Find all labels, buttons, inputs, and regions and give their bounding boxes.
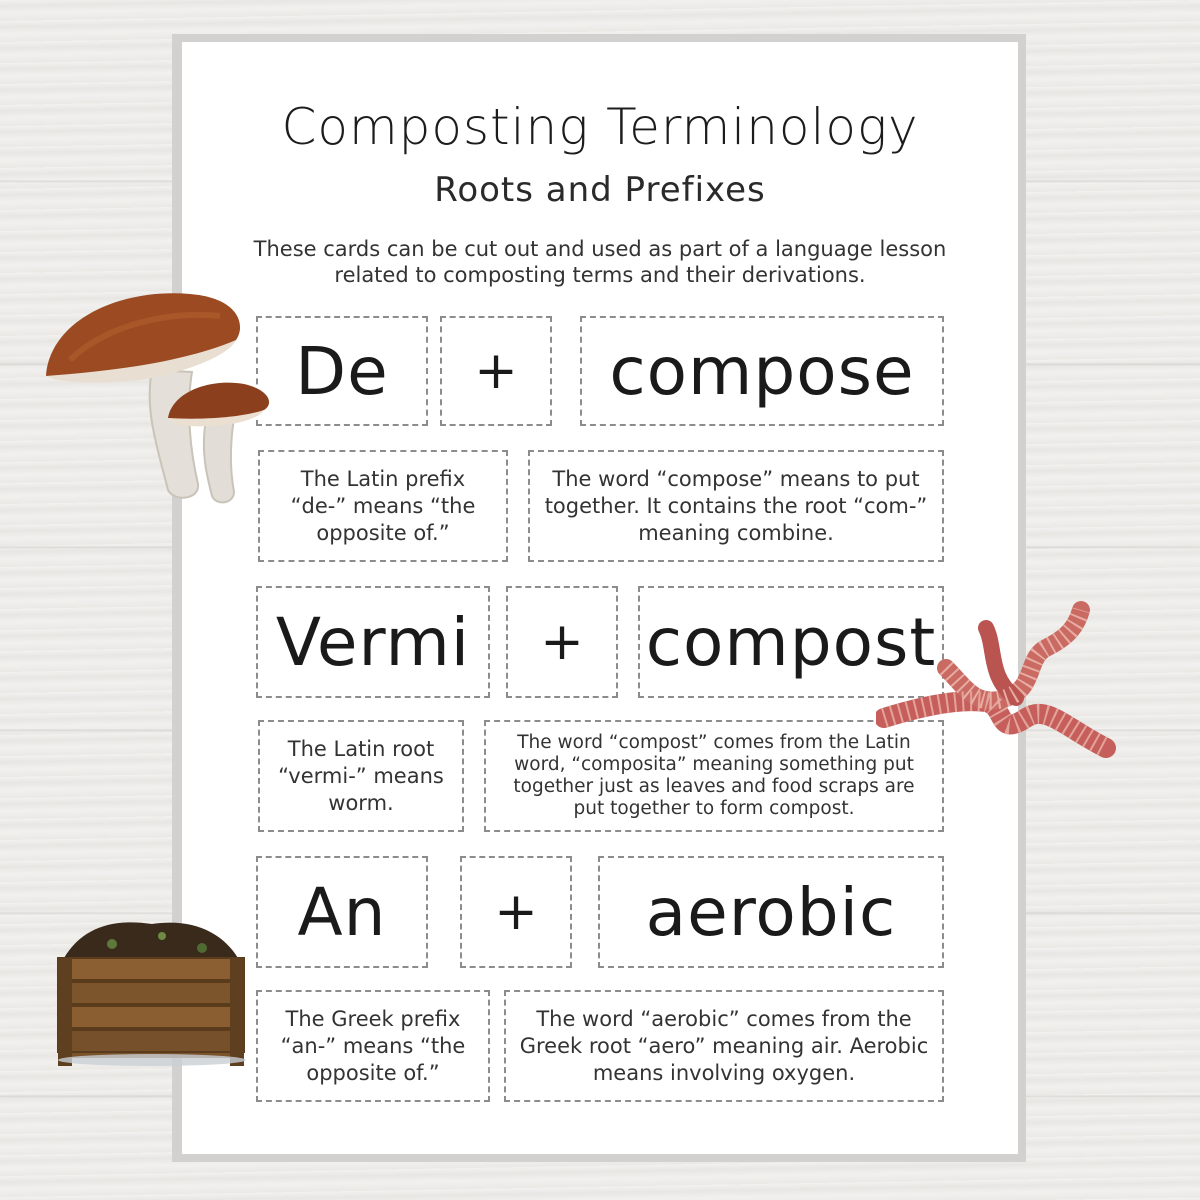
plus-sign: + bbox=[474, 341, 518, 401]
page-subtitle: Roots and Prefixes bbox=[434, 170, 766, 210]
prefix-text: Vermi bbox=[275, 603, 471, 681]
word-desc-card bbox=[528, 450, 944, 562]
prefix-card-an bbox=[256, 856, 428, 968]
word-card-aerobic bbox=[598, 856, 944, 968]
word-card-compose bbox=[580, 316, 944, 426]
earthworm-icon bbox=[876, 598, 1116, 768]
mushroom-icon bbox=[40, 280, 280, 510]
prefix-desc-text: The Latin root “vermi-” means worm. bbox=[278, 736, 444, 815]
prefix-desc-card bbox=[256, 990, 490, 1102]
intro-text: These cards can be cut out and used as part of a language lesson related to composting terms and their derivations. bbox=[253, 237, 947, 287]
prefix-card-de bbox=[256, 316, 428, 426]
prefix-card-vermi bbox=[256, 586, 490, 698]
prefix-desc-text: The Latin prefix “de-” means “the opposite of.” bbox=[290, 466, 476, 545]
word-text: aerobic bbox=[645, 873, 897, 951]
word-desc-text: The word “aerobic” comes from the Greek root “aero” meaning air. Aerobic means involving oxygen. bbox=[519, 1006, 929, 1085]
plus-card bbox=[460, 856, 572, 968]
word-text: compose bbox=[609, 332, 915, 410]
plus-sign: + bbox=[494, 882, 538, 942]
prefix-text: An bbox=[297, 873, 387, 951]
prefix-desc-card bbox=[258, 450, 508, 562]
word-desc-text: The word “compost” comes from the Latin word, “composita” meaning something put together just as leaves and food scraps are put together to form compost. bbox=[513, 732, 915, 819]
word-desc-text: The word “compose” means to put together. It contains the root “com-” meaning combine. bbox=[544, 466, 928, 545]
prefix-text: De bbox=[295, 332, 389, 410]
prefix-desc-card bbox=[258, 720, 464, 832]
prefix-desc-text: The Greek prefix “an-” means “the opposite of.” bbox=[280, 1006, 466, 1085]
word-desc-card bbox=[504, 990, 944, 1102]
page-title: Composting Terminology bbox=[281, 98, 919, 156]
word-text: compost bbox=[645, 603, 937, 681]
plus-card bbox=[440, 316, 552, 426]
word-desc-card bbox=[484, 720, 944, 832]
plus-card bbox=[506, 586, 618, 698]
plus-sign: + bbox=[540, 612, 584, 672]
compost-crate-icon bbox=[52, 918, 252, 1068]
